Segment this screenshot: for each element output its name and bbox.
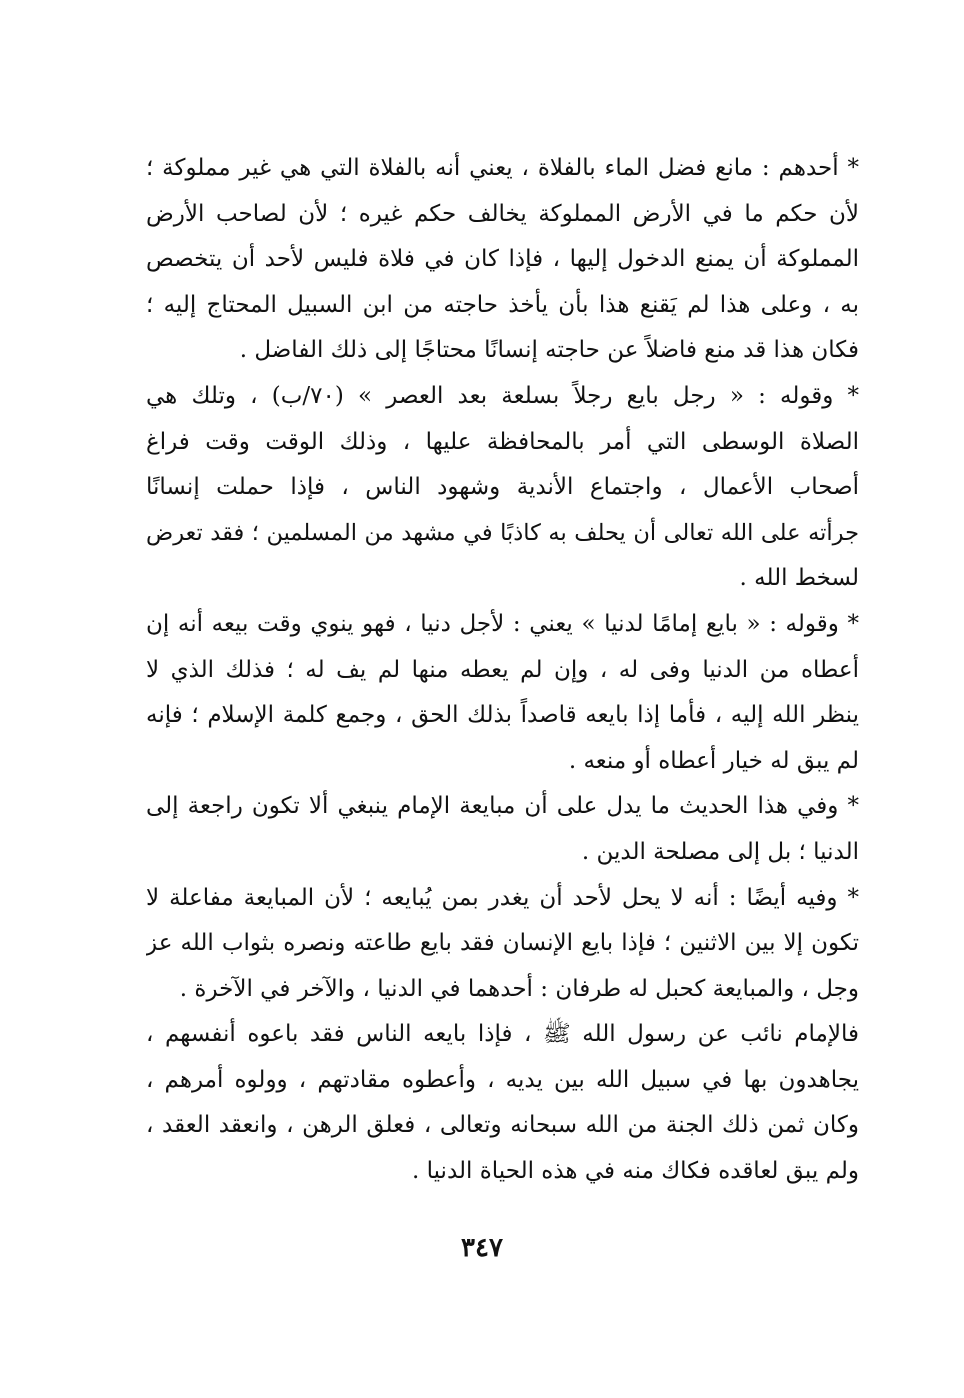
text-line: الدنيا ؛ بل إلى مصلحة الدين . xyxy=(581,838,859,865)
body-text xyxy=(146,146,859,1195)
text-line: * وقوله : « بايع إمامًا لدنيا » يعني : لأجل دنيا ، فهو ينوي وقت بيعه أنه إن xyxy=(146,610,859,637)
text-line: الصلاة الوسطى التي أمر بالمحافظة عليها ، وذلك الوقت وقت فراغ xyxy=(146,428,859,455)
text-line: * وفي هذا الحديث ما يدل على أن مبايعة الإمام ينبغي ألا تكون راجعة إلى xyxy=(146,793,859,820)
text-line: لم يبق له خيار أعطاه أو منعه . xyxy=(568,747,859,774)
text-line: * وفيه أيضًا : أنه لا يحل لأحد أن يغدر بمن يُبايعه ؛ لأن المبايعة مفاعلة لا xyxy=(146,884,859,911)
text-line: ينظر الله إليه ، فأما إذا بايعه قاصداً بذلك الحق ، وجمع كلمة الإسلام ؛ فإنه xyxy=(146,702,859,729)
text-line: فالإمام نائب عن رسول الله ﷺ ، فإذا بايعه الناس فقد باعوه أنفسهم ، xyxy=(146,1021,859,1048)
text-line: فكان هذا قد منع فاضلاً عن حاجته إنسانًا محتاجًا إلى ذلك الفاضل . xyxy=(239,337,859,364)
text-line: أعطاه من الدنيا وفى له ، وإن لم يعطه منها لم يف له ؛ فذلك الذي لا xyxy=(146,656,859,683)
text-line: وكان ثمن ذلك الجنة من الله سبحانه وتعالى ، فعلق الرهن ، وانعقد العقد ، xyxy=(146,1112,859,1139)
text-line: جرأته على الله تعالى أن يحلف به كاذبًا في مشهد من المسلمين ؛ فقد تعرض xyxy=(146,519,859,546)
text-line: المملوكة أن يمنع الدخول إليها ، فإذا كان في فلاة فليس لأحد أن يتخصص xyxy=(146,246,859,273)
text-line: لسخط الله . xyxy=(739,565,859,592)
text-line: به ، وعلى هذا لم يَقنع هذا بأن يأخذ حاجته من ابن السبيل المحتاج إليه ؛ xyxy=(146,291,859,318)
text-line: يجاهدون بها في سبيل الله بين يديه ، وأعطوه مقادتهم ، وولوه أمرهم ، xyxy=(146,1066,859,1093)
text-line: تكون إلا بين الاثنين ؛ فإذا بايع الإنسان فقد بايع طاعته ونصره بثواب الله عز xyxy=(146,930,859,957)
text-line: * وقوله : « رجل بايع رجلاً بسلعة بعد العصر » (٧٠/ب) ، وتلك هي xyxy=(146,382,859,409)
text-line: وجل ، والمبايعة كحبل له طرفان : أحدهما في الدنيا ، والآخر في الآخرة . xyxy=(179,975,859,1002)
text-line: * أحدهم : مانع فضل الماء بالفلاة ، يعني أنه بالفلاة التي هي غير مملوكة ؛ xyxy=(146,155,859,181)
text-line: أصحاب الأعمال ، واجتماع الأندية وشهود الناس ، فإذا حملت إنسانًا xyxy=(146,474,859,501)
page-number: ٣٤٧ xyxy=(461,1233,503,1263)
text-line: ولم يبق لعاقده فكاك منه في هذه الحياة الدنيا . xyxy=(411,1158,859,1185)
text-line: لأن حكم ما في الأرض المملوكة يخالف حكم غيره ؛ لأن لصاحب الأرض xyxy=(146,200,859,227)
